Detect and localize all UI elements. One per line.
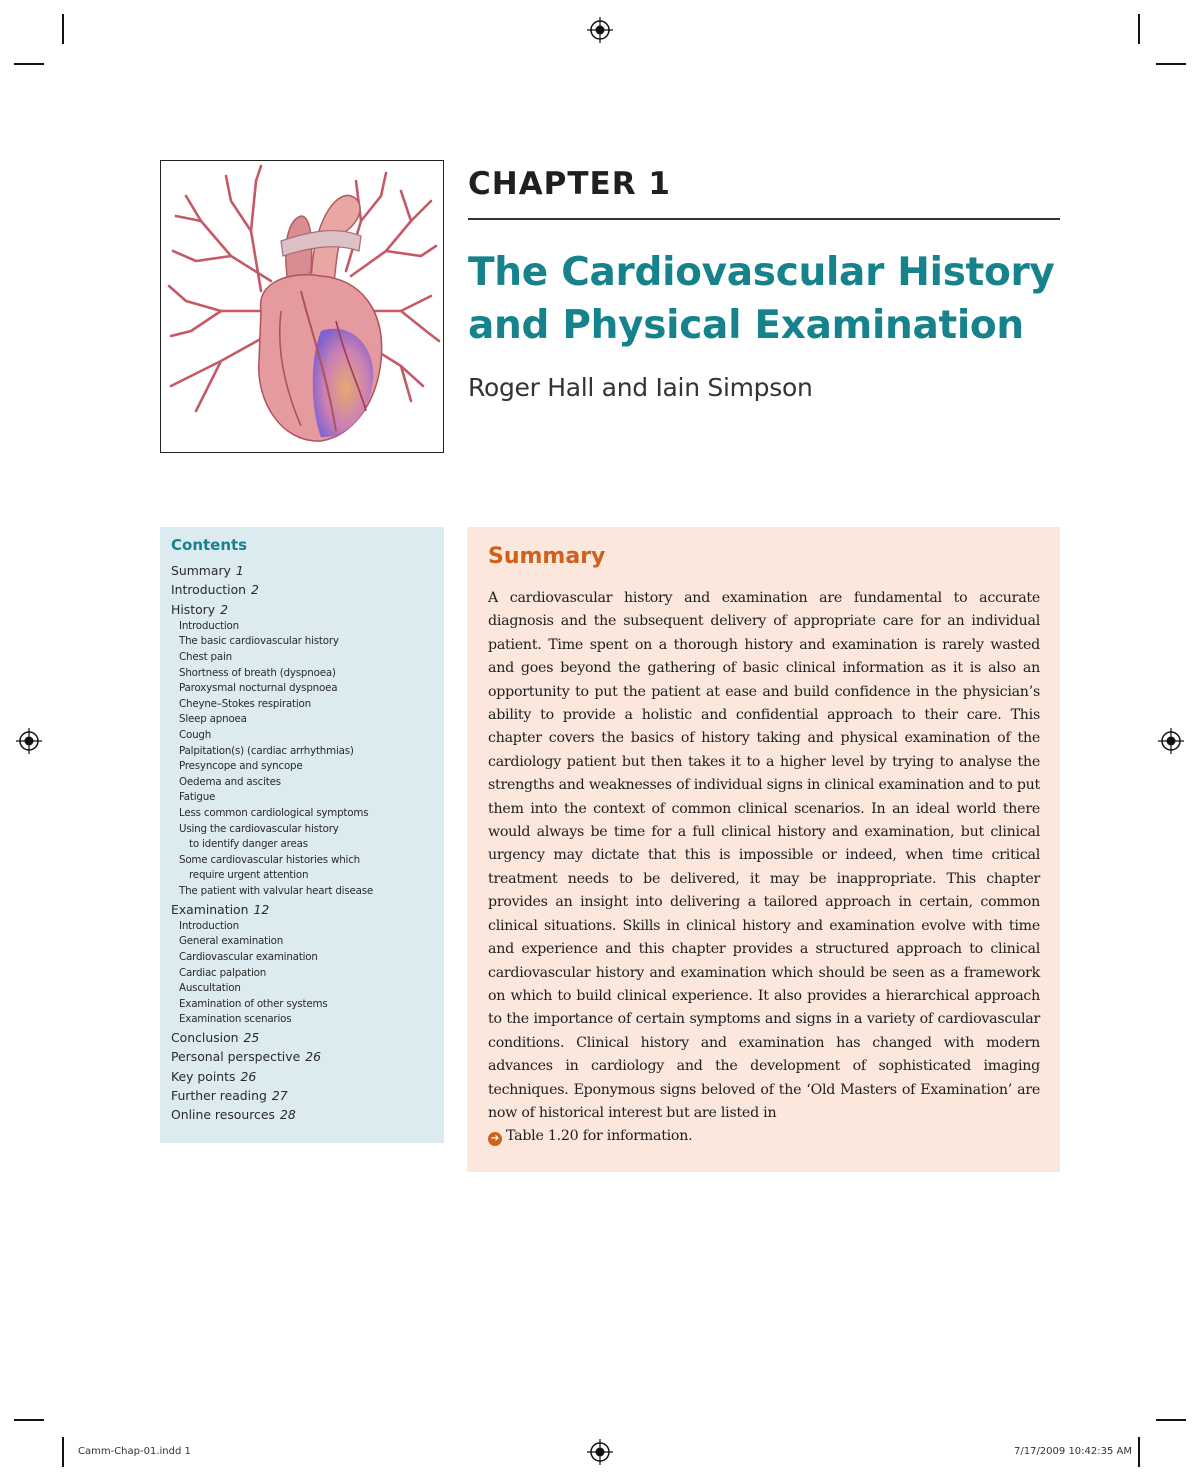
contents-subentry[interactable] — [171, 697, 439, 713]
contents-entry-label: Personal perspective — [171, 1049, 301, 1065]
contents-entry-page: 12 — [253, 901, 270, 917]
chapter-title — [468, 246, 1068, 352]
contents-entry-page: 2 — [251, 582, 259, 598]
contents-entry-label: Shortness of breath (dyspnoea) — [179, 666, 336, 679]
summary-box — [467, 527, 1060, 1172]
chapter-label: CHAPTER 1 — [468, 166, 671, 202]
summary-body — [488, 587, 1040, 1149]
registration-mark-icon — [585, 1437, 615, 1467]
slug-timestamp: 7/17/2009 10:42:35 AM — [1013, 1446, 1132, 1457]
contents-subentry[interactable] — [171, 728, 439, 744]
chapter-rule — [468, 218, 1060, 220]
contents-entry-label: Presyncope and syncope — [179, 760, 303, 773]
contents-entry[interactable] — [171, 1105, 439, 1124]
contents-heading: Contents — [171, 536, 248, 554]
contents-subentry[interactable] — [171, 619, 439, 635]
contents-entry-label: Introduction — [179, 619, 239, 632]
contents-entry-page: 2 — [220, 601, 228, 617]
contents-entry-label: History — [171, 601, 216, 617]
contents-entry-page: 26 — [240, 1068, 257, 1084]
contents-entry-label: Fatigue — [179, 791, 216, 804]
contents-entry-page: 1 — [235, 563, 244, 578]
contents-entry-label: Chest pain — [179, 651, 232, 664]
crop-mark — [62, 1437, 64, 1467]
contents-entry-label: Introduction — [179, 919, 239, 932]
crop-mark — [1156, 1419, 1186, 1421]
contents-entry-label: Oedema and ascites — [179, 775, 281, 788]
contents-subentry[interactable] — [171, 919, 439, 935]
contents-box — [160, 527, 444, 1143]
summary-heading: Summary — [488, 544, 606, 569]
contents-entry-page: 25 — [243, 1030, 260, 1046]
cross-reference-arrow-icon[interactable]: ➔ — [488, 1132, 502, 1146]
contents-entry-page: 27 — [271, 1087, 288, 1103]
contents-subentry[interactable] — [171, 775, 439, 791]
contents-subentry[interactable] — [171, 981, 439, 997]
contents-subentry[interactable] — [171, 712, 439, 728]
contents-entry-label: require urgent attention — [189, 869, 309, 882]
slug-file: Camm-Chap-01.indd 1 — [78, 1446, 191, 1457]
contents-entry[interactable] — [171, 1028, 439, 1047]
contents-subentry[interactable] — [171, 966, 439, 982]
contents-entry-label: to identify danger areas — [189, 838, 308, 851]
registration-mark-icon — [585, 15, 615, 45]
contents-entry-label: Examination — [171, 901, 249, 917]
contents-subentry[interactable] — [171, 744, 439, 760]
contents-list — [171, 561, 439, 1125]
contents-entry-label: General examination — [179, 935, 284, 948]
contents-entry[interactable] — [171, 1067, 439, 1086]
chapter-authors: Roger Hall and Iain Simpson — [468, 373, 813, 402]
crop-mark — [14, 63, 44, 65]
contents-entry[interactable] — [171, 1086, 439, 1105]
crop-mark — [1156, 63, 1186, 65]
contents-entry-label: Less common cardiological symptoms — [179, 807, 369, 820]
contents-entry-label: Using the cardiovascular history — [179, 822, 339, 835]
contents-entry-label: The patient with valvular heart disease — [179, 884, 374, 897]
contents-entry-label: Cheyne–Stokes respiration — [179, 697, 311, 710]
contents-entry-label: Further reading — [171, 1087, 267, 1103]
contents-subentry[interactable] — [171, 950, 439, 966]
contents-entry[interactable] — [171, 580, 439, 599]
crop-mark — [1138, 14, 1140, 44]
contents-entry-label: Palpitation(s) (cardiac arrhythmias) — [179, 744, 354, 757]
contents-subentry[interactable] — [171, 666, 439, 682]
contents-entry-page: 28 — [279, 1107, 296, 1123]
contents-entry[interactable] — [171, 600, 439, 619]
contents-entry-label: Introduction — [171, 582, 247, 598]
contents-entry-label: Cardiac palpation — [179, 966, 267, 979]
contents-entry-label: Auscultation — [179, 982, 241, 995]
contents-subentry[interactable] — [171, 884, 439, 900]
cross-reference-link[interactable]: Table 1.20 for information. — [506, 1128, 693, 1145]
chapter-title-line: The Cardiovascular History — [468, 250, 1055, 295]
contents-entry-label: Key points — [171, 1068, 236, 1084]
contents-entry-label: Examination of other systems — [179, 997, 328, 1010]
contents-subentry[interactable] — [171, 837, 439, 853]
contents-subentry[interactable] — [171, 822, 439, 838]
registration-mark-icon — [14, 726, 44, 756]
contents-subentry[interactable] — [171, 997, 439, 1013]
contents-subentry[interactable] — [171, 1012, 439, 1028]
crop-mark — [14, 1419, 44, 1421]
contents-entry-page: 26 — [305, 1049, 321, 1065]
contents-subentry[interactable] — [171, 934, 439, 950]
contents-entry-label: The basic cardiovascular history — [179, 635, 339, 648]
contents-entry-label: Examination scenarios — [179, 1013, 292, 1026]
chapter-figure — [160, 160, 444, 453]
crop-mark — [62, 14, 64, 44]
contents-entry-label: Cardiovascular examination — [179, 951, 318, 964]
contents-entry[interactable] — [171, 561, 439, 580]
contents-entry-label: Sleep apnoea — [179, 713, 247, 726]
crop-mark — [1138, 1437, 1140, 1467]
contents-entry[interactable] — [171, 900, 439, 919]
contents-subentry[interactable] — [171, 681, 439, 697]
contents-subentry[interactable] — [171, 853, 439, 869]
contents-subentry[interactable] — [171, 790, 439, 806]
summary-text: A cardiovascular history and examination are fundamental to accurate diagnosis and the subsequent delivery of appropriate care for an individual patient. Time spent on a thorough history and examination is rarely wasted and goes beyond the gathering of basic clinical information as it is also an opportunity to put the patient at ease and build confidence in the physician’s ability to provide a holistic and confidential approach to their care. This chapter covers the basics of history taking and physical examination of the cardiology patient but then takes it to a higher level by trying to analyse the strengths and weaknesses of individual signs in clinical examination and to put them into the context of common clinical scenarios. In an ideal world there would always be time for a full clinical history and examination, but clinical urgency may dictate that this is impossible or indeed, when time critical treatment needs to be delivered, it may be inappropriate. This chapter provides an insight into delivering a tailored approach in certain, common clinical situations. Skills in clinical history and examination evolve with time and experience and this chapter provides a structured approach to clinical cardiovascular history and examination which should be seen as a framework on which to build clinical experience. It also provides a hierarchical approach to the importance of certain symptoms and signs in a variety of cardiovascular conditions. Clinical history and examination has changed with modern advances in cardiology and the development of sophisticated imaging techniques. Eponymous signs beloved of the ‘Old Masters of Examination’ are now of historical interest but are listed in — [488, 590, 1040, 1121]
registration-mark-icon — [1156, 726, 1186, 756]
contents-entry-label: Summary — [171, 563, 231, 578]
contents-subentry[interactable] — [171, 650, 439, 666]
contents-subentry[interactable] — [171, 806, 439, 822]
contents-subentry[interactable] — [171, 868, 439, 884]
contents-entry[interactable] — [171, 1047, 439, 1066]
heart-vessels-illustration-icon — [161, 161, 443, 452]
contents-entry-label: Paroxysmal nocturnal dyspnoea — [179, 682, 338, 695]
contents-entry-label: Conclusion — [171, 1030, 239, 1046]
contents-subentry[interactable] — [171, 759, 439, 775]
contents-subentry[interactable] — [171, 634, 439, 650]
contents-entry-label: Some cardiovascular histories which — [179, 853, 360, 866]
chapter-title-line: and Physical Examination — [468, 303, 1024, 348]
contents-entry-label: Online resources — [171, 1107, 275, 1123]
contents-entry-label: Cough — [179, 729, 212, 742]
